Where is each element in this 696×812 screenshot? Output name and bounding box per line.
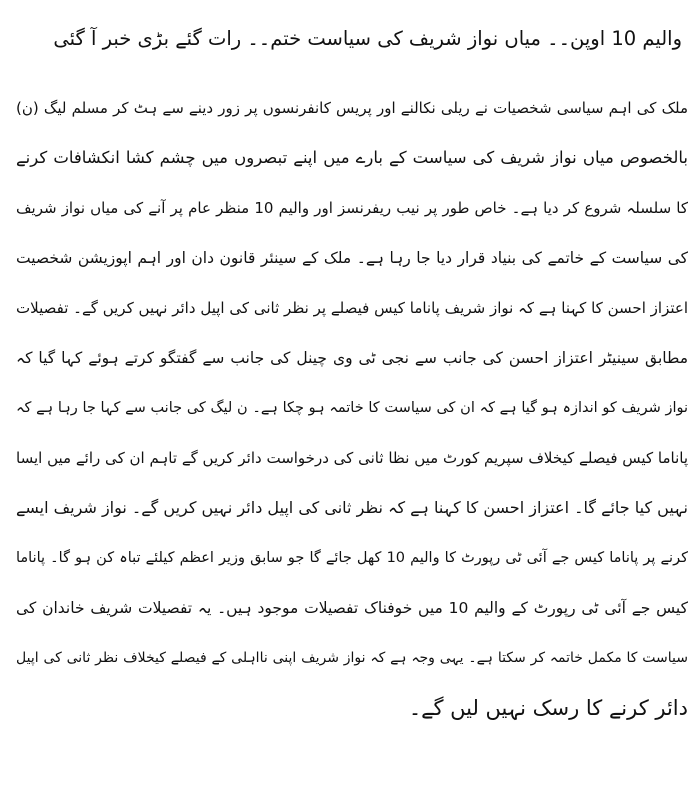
article-body bbox=[16, 88, 688, 738]
article-body-line: کیس جے آئی ٹی رپورٹ کے والیم 10 میں خوفناک تفصیلات موجود ہیں۔ یہ تفصیلات شریف خاندان کی bbox=[16, 599, 688, 617]
article-body-line: نہیں کیا جائے گا۔ اعتزاز احسن کا کہنا ہے کہ نظر ثانی کی اپیل دائر نہیں کریں گے۔ نواز شریف ایسے bbox=[16, 498, 688, 517]
article-body-line: بالخصوص میاں نواز شریف کی سیاست کے بارے میں اپنے تبصروں میں چشم کشا انکشافات کرنے bbox=[16, 148, 688, 167]
article-body-line: سیاست کا مکمل خاتمہ کر سکتا ہے۔ یہی وجہ ہے کہ نواز شریف اپنی نااہلی کے فیصلے کیخلاف نظر ثانی کی اپیل bbox=[16, 650, 688, 666]
article-body-line: دائر کرنے کا رسک نہیں لیں گے۔ bbox=[408, 696, 688, 720]
article-body-line: کرنے پر پاناما کیس جے آئی ٹی رپورٹ کا والیم 10 کھل جائے گا جو سابق وزیر اعظم کیلئے تباہ کن ہو گا۔ پاناما bbox=[16, 550, 688, 566]
article-headline: والیم 10 اوپن۔۔ میاں نواز شریف کی سیاست ختم۔۔ رات گئے بڑی خبر آ گئی bbox=[53, 27, 682, 50]
article-body-line: کا سلسلہ شروع کر دیا ہے۔ خاص طور پر نیب ریفرنسز اور والیم 10 منظر عام پر آنے کی میاں نواز شریف bbox=[16, 199, 688, 217]
article-body-line: کی سیاست کے خاتمے کی بنیاد قرار دیا جا رہا ہے۔ ملک کے سینئر قانون دان اور اہم اپوزیشن شخصیت bbox=[16, 249, 688, 267]
article-body-line: ملک کی اہم سیاسی شخصیات نے ریلی نکالنے اور پریس کانفرنسوں پر زور دینے سے ہٹ کر مسلم لیگ (ن) bbox=[16, 99, 688, 117]
article-body-line: نواز شریف کو اندازہ ہو گیا ہے کہ ان کی سیاست کا خاتمہ ہو چکا ہے۔ ن لیگ کی جانب سے کہا جا رہا ہے کہ bbox=[16, 400, 688, 416]
article-body-line: اعتزاز احسن کا کہنا ہے کہ نواز شریف پاناما کیس فیصلے پر نظر ثانی کی اپیل دائر نہیں کریں گے۔ تفصیلات bbox=[16, 299, 688, 317]
article-body-line: پاناما کیس فیصلے کیخلاف سپریم کورٹ میں نظا ثانی کی درخواست دائر کریں گے تاہم ان کی رائے میں ایسا bbox=[16, 449, 688, 467]
article-body-line: مطابق سینیٹر اعتزاز احسن کی جانب سے نجی ٹی وی چینل کی جانب سے گفتگو کرتے ہوئے کہا گیا کہ bbox=[16, 349, 688, 367]
